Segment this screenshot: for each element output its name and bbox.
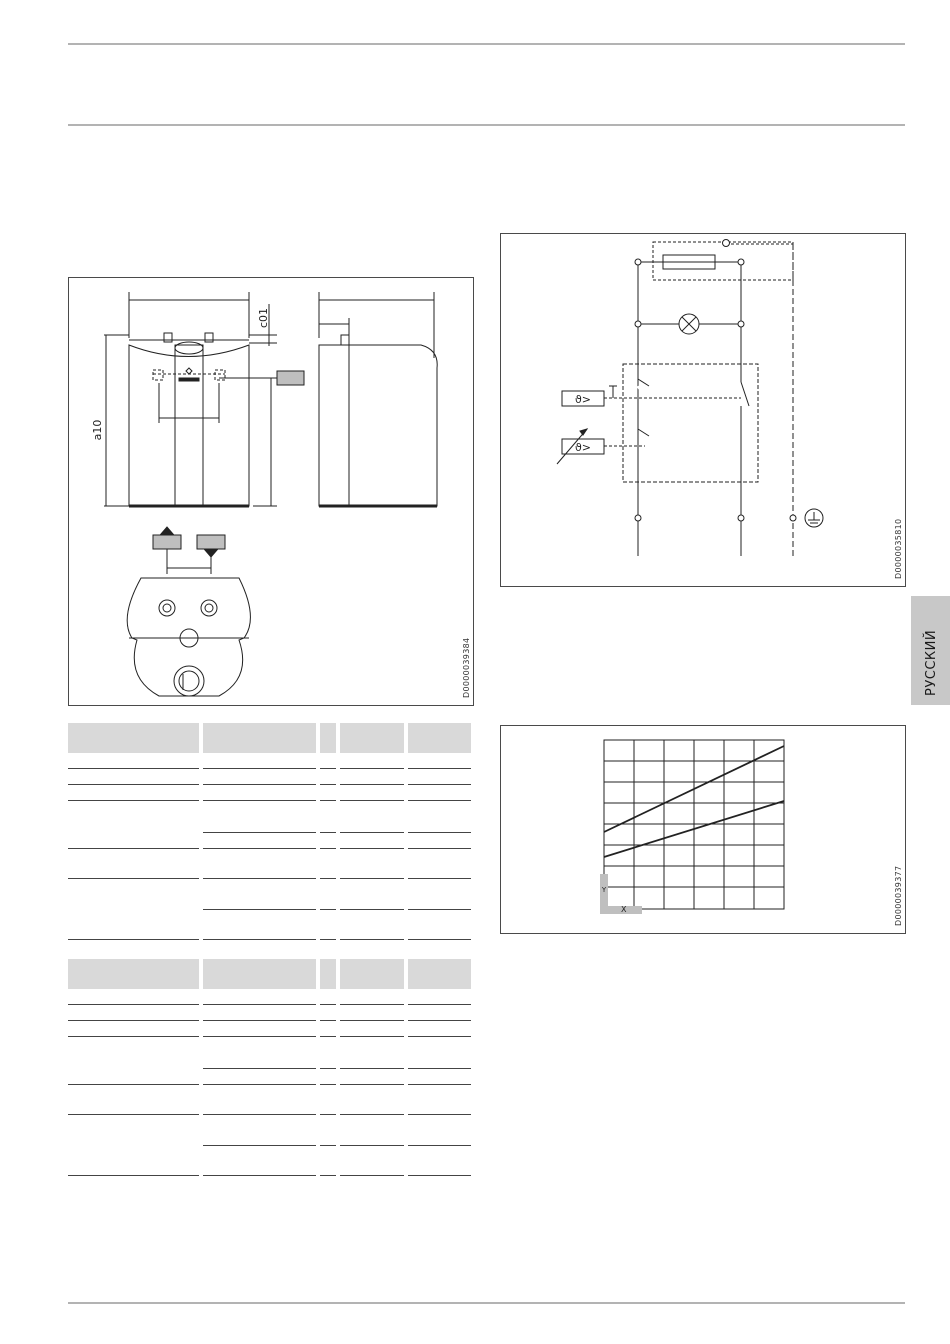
table-1-row-rule	[408, 848, 471, 849]
data-table-1	[68, 723, 471, 943]
table-2-row-rule	[340, 1004, 404, 1005]
table-1-row-rule	[408, 909, 471, 910]
table-1-row-rule	[320, 939, 336, 940]
table-1-row-rule	[320, 848, 336, 849]
table-1-header-cell	[68, 723, 199, 753]
table-2-row-rule	[203, 1068, 316, 1069]
table-1-row-rule	[68, 800, 199, 801]
table-2-row-rule	[68, 1084, 199, 1085]
table-2-row-rule	[203, 1084, 316, 1085]
table-2-header-cell	[340, 959, 404, 989]
table-1-row-rule	[320, 878, 336, 879]
table-1-row-rule	[68, 768, 199, 769]
footer-rule	[68, 1302, 905, 1304]
table-1-row-rule	[203, 800, 316, 801]
table-1-row-rule	[340, 909, 404, 910]
table-1-row-rule	[408, 939, 471, 940]
table-1-row-rule	[203, 768, 316, 769]
table-2-row-rule	[68, 1114, 199, 1115]
table-1-row-rule	[340, 768, 404, 769]
table-1-row-rule	[203, 848, 316, 849]
table-2-row-rule	[340, 1145, 404, 1146]
table-2-row-rule	[408, 1004, 471, 1005]
language-tab-label: РУССКИЙ	[924, 629, 939, 696]
table-1-row-rule	[68, 878, 199, 879]
temp-limiter-symbol: ϑ>	[574, 393, 592, 406]
table-1-header-cell	[408, 723, 471, 753]
thermostat-symbol: ϑ>	[574, 441, 592, 454]
table-2-header-cell	[203, 959, 316, 989]
table-2-row-rule	[408, 1084, 471, 1085]
header-rule-bottom	[68, 124, 905, 126]
table-2-row-rule	[340, 1036, 404, 1037]
table-2-row-rule	[408, 1068, 471, 1069]
wiring-doc-id: D0000035810	[894, 518, 903, 579]
table-2-row-rule	[340, 1020, 404, 1021]
table-1-row-rule	[340, 939, 404, 940]
dimensions-drawing	[69, 278, 473, 705]
table-2-row-rule	[340, 1175, 404, 1176]
table-2-row-rule	[68, 1036, 199, 1037]
table-2-row-rule	[320, 1004, 336, 1005]
table-2-row-rule	[408, 1036, 471, 1037]
table-2-row-rule	[68, 1004, 199, 1005]
table-2-row-rule	[203, 1020, 316, 1021]
table-2-row-rule	[320, 1020, 336, 1021]
wiring-diagram	[501, 234, 905, 586]
data-table-2	[68, 959, 471, 1179]
table-1-row-rule	[320, 909, 336, 910]
header-rule-top	[68, 43, 905, 45]
table-2-row-rule	[203, 1114, 316, 1115]
table-1-row-rule	[203, 878, 316, 879]
table-2-row-rule	[203, 1004, 316, 1005]
table-1-row-rule	[408, 878, 471, 879]
table-1-row-rule	[320, 800, 336, 801]
y-axis-label: Y	[601, 886, 607, 894]
table-1-row-rule	[203, 832, 316, 833]
table-2-header-cell	[320, 959, 336, 989]
table-1-row-rule	[320, 832, 336, 833]
table-1-row-rule	[340, 878, 404, 879]
table-1-row-rule	[203, 909, 316, 910]
table-1-row-rule	[68, 848, 199, 849]
table-1-row-rule	[340, 800, 404, 801]
table-2-row-rule	[68, 1175, 199, 1176]
table-2-row-rule	[320, 1114, 336, 1115]
table-2-header-cell	[68, 959, 199, 989]
table-2-row-rule	[203, 1175, 316, 1176]
height-dimension-label: a10	[91, 419, 104, 441]
table-2-row-rule	[320, 1084, 336, 1085]
table-1-row-rule	[340, 832, 404, 833]
graph-doc-id: D0000039377	[894, 865, 903, 926]
dimensions-doc-id: D0000039384	[462, 637, 471, 698]
table-2-row-rule	[408, 1175, 471, 1176]
table-2-row-rule	[320, 1145, 336, 1146]
language-tab[interactable]	[911, 596, 950, 705]
x-axis-label: X	[621, 905, 627, 914]
table-1-row-rule	[203, 784, 316, 785]
wiring-figure	[500, 233, 906, 587]
table-1-header-cell	[320, 723, 336, 753]
table-2-row-rule	[408, 1114, 471, 1115]
top-dimension-label: c01	[257, 307, 270, 329]
table-1-row-rule	[408, 800, 471, 801]
graph-figure	[500, 725, 906, 934]
table-2-header-cell	[408, 959, 471, 989]
table-1-header-cell	[203, 723, 316, 753]
table-1-row-rule	[340, 784, 404, 785]
table-2-row-rule	[408, 1020, 471, 1021]
table-2-row-rule	[408, 1145, 471, 1146]
table-2-row-rule	[340, 1068, 404, 1069]
table-1-row-rule	[320, 768, 336, 769]
table-1-row-rule	[203, 939, 316, 940]
table-2-row-rule	[340, 1114, 404, 1115]
table-1-row-rule	[408, 832, 471, 833]
table-1-row-rule	[408, 768, 471, 769]
dimensions-figure	[68, 277, 474, 706]
table-2-row-rule	[203, 1036, 316, 1037]
table-2-row-rule	[320, 1036, 336, 1037]
table-1-row-rule	[320, 784, 336, 785]
table-1-row-rule	[408, 784, 471, 785]
table-2-row-rule	[68, 1020, 199, 1021]
table-2-row-rule	[340, 1084, 404, 1085]
table-1-header-cell	[340, 723, 404, 753]
graph-drawing	[501, 726, 905, 933]
table-1-row-rule	[68, 784, 199, 785]
table-2-row-rule	[203, 1145, 316, 1146]
table-1-row-rule	[68, 939, 199, 940]
table-2-row-rule	[320, 1068, 336, 1069]
table-1-row-rule	[340, 848, 404, 849]
table-2-row-rule	[320, 1175, 336, 1176]
